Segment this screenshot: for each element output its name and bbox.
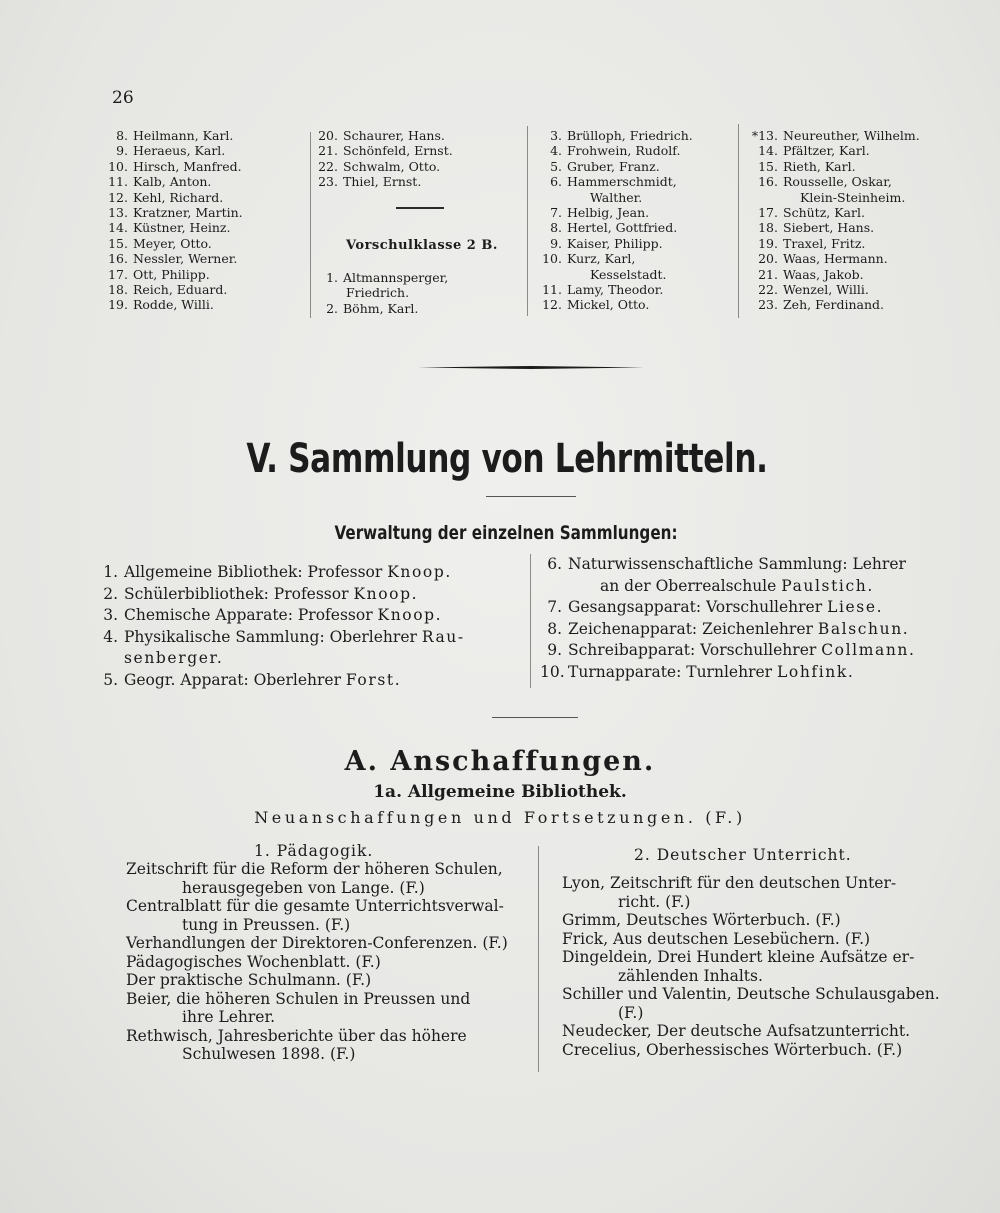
roster-number: 17.	[108, 266, 128, 282]
item-number: 8.	[547, 619, 562, 638]
roster-name: Ott, Philipp.	[133, 266, 210, 282]
book-entry-continuation: herausgegeben von Lange. (F.)	[182, 878, 425, 897]
roster-row	[748, 159, 968, 174]
book-entry-continuation: Schulwesen 1898. (F.)	[182, 1045, 356, 1063]
administration-item	[96, 670, 465, 692]
book-entry: Grimm, Deutsches Wörterbuch. (F.)	[562, 911, 841, 929]
roster-number: 9.	[550, 235, 562, 251]
person-name: Collmann.	[821, 641, 916, 659]
roster-row	[318, 301, 518, 316]
roster-row	[748, 282, 968, 297]
item-text: Gesangsapparat: Vorschullehrer	[568, 598, 828, 616]
roster-number: 9.	[116, 143, 128, 159]
administration-heading: Verwaltung der einzelnen Sammlungen:	[334, 522, 678, 544]
roster-name: Kurz, Karl,	[567, 251, 636, 267]
roster-number: 12.	[542, 297, 562, 313]
administration-item	[96, 584, 465, 606]
roster-name: Lamy, Theodor.	[567, 282, 664, 298]
roster-number: 11.	[542, 282, 562, 298]
roster-name: Zeh, Ferdinand.	[783, 297, 884, 313]
roster-continuation: Walther.	[590, 189, 643, 205]
roster-row	[104, 297, 304, 312]
roster-name: Reich, Eduard.	[133, 282, 228, 298]
roster-continuation: Friedrich.	[346, 285, 410, 301]
subject-heading-right: 2. Deutscher Unterricht.	[634, 846, 852, 864]
decorative-rule	[418, 366, 644, 369]
person-name: Lohfink.	[777, 662, 855, 681]
roster-name: Böhm, Karl.	[343, 300, 419, 316]
roster-name: Gruber, Franz.	[567, 158, 660, 174]
administration-item	[96, 627, 465, 649]
book-entry-continuation: (F.)	[618, 1003, 644, 1022]
roster-name: Heraeus, Karl.	[133, 143, 226, 159]
item-number: 3.	[103, 606, 118, 624]
roster-row	[538, 143, 738, 158]
roster-number: 3.	[550, 128, 562, 143]
roster-row	[748, 297, 968, 312]
roster-row	[748, 267, 968, 282]
roster-continuation: Kesselstadt.	[590, 266, 667, 282]
roster-row	[748, 205, 968, 220]
section-title: V. Sammlung von Lehrmitteln.	[246, 436, 768, 482]
roster-row	[104, 143, 304, 158]
roster-number: 11.	[108, 174, 128, 190]
roster-name: Brülloph, Friedrich.	[567, 128, 693, 143]
roster-row	[538, 282, 738, 297]
roster-row	[104, 251, 304, 266]
person-name: Liese.	[827, 598, 884, 616]
roster-row	[748, 143, 968, 158]
roster-number: 7.	[550, 205, 562, 221]
roster-number: 15.	[758, 158, 778, 174]
book-entry-continuation: richt. (F.)	[618, 892, 691, 911]
roster-name: Traxel, Fritz.	[783, 235, 866, 251]
roster-column-3	[538, 128, 738, 313]
roster-continuation: Klein-Steinheim.	[800, 189, 906, 205]
roster-number: 20.	[758, 251, 778, 267]
roster-row	[104, 159, 304, 174]
item-text: Allgemeine Bibliothek: Professor	[124, 563, 388, 581]
item-text: Naturwissenschaftliche Sammlung: Lehrer	[568, 555, 906, 573]
roster-row	[538, 297, 738, 312]
person-name: Rau-	[421, 627, 465, 646]
item-text: Schreibapparat: Vorschullehrer	[568, 641, 822, 659]
roster-number: 23.	[758, 297, 778, 313]
roster-name: Schwalm, Otto.	[343, 158, 441, 174]
person-name: Balschun.	[817, 619, 910, 638]
roster-row	[104, 190, 304, 205]
book-entry-continuation: tung in Preussen. (F.)	[182, 915, 351, 934]
roster-row	[538, 159, 738, 174]
roster-column-1	[104, 128, 304, 313]
roster-row	[538, 174, 738, 189]
roster-row	[318, 128, 518, 143]
roster-name: Mickel, Otto.	[567, 297, 650, 313]
roster-row	[538, 128, 738, 143]
acquisitions-heading: A. Anschaffungen.	[344, 746, 656, 777]
library-heading: 1a. Allgemeine Bibliothek.	[373, 782, 627, 802]
item-number: 5.	[103, 670, 118, 689]
column-divider	[738, 124, 739, 318]
roster-number: 19.	[108, 297, 128, 313]
roster-number: 2.	[326, 300, 338, 316]
item-text: Physikalische Sammlung: Oberlehrer	[124, 627, 422, 646]
roster-name: Rousselle, Oskar,	[783, 174, 892, 190]
roster-name: Schönfeld, Ernst.	[343, 143, 453, 159]
roster-number: 5.	[550, 158, 562, 174]
roster-name: Pfältzer, Karl.	[783, 143, 870, 159]
new-acquisitions-heading: Neuanschaffungen und Fortsetzungen. (F.)	[254, 808, 746, 827]
item-number: 4.	[103, 627, 118, 646]
person-name: Forst.	[345, 670, 402, 689]
column-divider	[530, 554, 531, 688]
roster-number: 8.	[116, 128, 128, 143]
administration-item	[540, 554, 916, 576]
administration-item	[540, 597, 916, 619]
roster-row	[104, 174, 304, 189]
book-entry: Neudecker, Der deutsche Aufsatzunterricht.	[562, 1022, 911, 1040]
column-divider	[538, 846, 539, 1072]
roster-number: 10.	[542, 251, 562, 267]
item-number: 6.	[547, 555, 562, 573]
person-name: Knoop.	[353, 584, 419, 603]
book-list-right	[562, 874, 940, 1059]
book-entry: Frick, Aus deutschen Lesebüchern. (F.)	[562, 929, 871, 948]
roster-row	[748, 174, 968, 189]
thin-rule	[486, 496, 576, 497]
roster-name: Helbig, Jean.	[567, 205, 650, 221]
administration-item	[540, 662, 916, 684]
administration-item	[96, 605, 465, 627]
item-number: 7.	[547, 598, 562, 616]
roster-name: Frohwein, Rudolf.	[567, 143, 681, 159]
item-number: 1.	[103, 563, 118, 581]
column-divider	[527, 126, 528, 316]
roster-row	[104, 205, 304, 220]
roster-number: 14.	[108, 220, 128, 236]
person-name: Knoop.	[387, 563, 452, 581]
roster-name: Nessler, Werner.	[133, 251, 238, 267]
person-name-continuation: senberger.	[124, 649, 224, 667]
roster-name: Kaiser, Philipp.	[567, 235, 663, 251]
book-entry: Der praktische Schulmann. (F.)	[126, 971, 372, 989]
person-name: Knoop.	[377, 606, 443, 624]
roster-row	[538, 251, 738, 266]
roster-number: 17.	[758, 205, 778, 221]
roster-name: Siebert, Hans.	[783, 220, 875, 236]
administration-list-right	[540, 554, 916, 683]
roster-name: Schütz, Karl.	[783, 205, 865, 221]
administration-item-continuation	[540, 576, 916, 598]
subject-heading-left: 1. Pädagogik.	[254, 842, 374, 860]
roster-row	[748, 128, 968, 143]
roster-name: Kratzner, Martin.	[133, 205, 243, 221]
item-text: Geogr. Apparat: Oberlehrer	[124, 670, 346, 689]
roster-number: 19.	[758, 235, 778, 251]
roster-column-2	[318, 128, 518, 190]
item-number: 10.	[540, 662, 565, 681]
roster-number: 21.	[758, 266, 778, 282]
thin-rule	[492, 717, 578, 718]
roster-number: 16.	[108, 251, 128, 267]
item-text: Chemische Apparate: Professor	[124, 606, 378, 624]
roster-row	[318, 174, 518, 189]
roster-row	[104, 267, 304, 282]
roster-name: Altmannsperger,	[343, 270, 449, 285]
roster-name: Hertel, Gottfried.	[567, 220, 678, 236]
administration-item	[540, 619, 916, 641]
roster-number: 16.	[758, 174, 778, 190]
roster-name: Waas, Hermann.	[783, 251, 888, 267]
book-entry: Rethwisch, Jahresberichte über das höhere	[126, 1026, 467, 1045]
roster-number: 22.	[758, 282, 778, 298]
roster-name: Küstner, Heinz.	[133, 220, 231, 236]
roster-name: Waas, Jakob.	[783, 266, 864, 282]
book-entry: Centralblatt für die gesamte Unterrichtsverwal-	[126, 897, 504, 915]
roster-number: 22.	[318, 158, 338, 174]
item-number: 2.	[103, 584, 118, 603]
roster-number: 15.	[108, 235, 128, 251]
roster-name: Thiel, Ernst.	[343, 174, 422, 190]
roster-row	[538, 220, 738, 235]
roster-name: Kehl, Richard.	[133, 189, 224, 205]
item-text: Schülerbibliothek: Professor	[124, 584, 354, 603]
roster-number: 18.	[758, 220, 778, 236]
roster-name: Heilmann, Karl.	[133, 128, 234, 143]
book-entry: Dingeldein, Drei Hundert kleine Aufsätze er-	[562, 948, 915, 966]
roster-row	[318, 143, 518, 158]
roster-column-2b	[318, 270, 518, 316]
roster-number: 6.	[550, 174, 562, 190]
item-text: an der Oberrealschule	[600, 576, 782, 595]
book-list-left	[126, 860, 508, 1064]
roster-row	[104, 128, 304, 143]
roster-name: Meyer, Otto.	[133, 235, 212, 251]
item-text: Zeichenapparat: Zeichenlehrer	[568, 619, 818, 638]
roster-number: 23.	[318, 174, 338, 190]
administration-item	[96, 562, 465, 584]
roster-name: Hammerschmidt,	[567, 174, 677, 190]
person-name: Paulstich.	[781, 576, 874, 595]
roster-row	[748, 236, 968, 251]
roster-name: Neureuther, Wilhelm.	[783, 128, 920, 143]
roster-number: 13.	[108, 205, 128, 221]
book-entry-continuation: ihre Lehrer.	[182, 1008, 276, 1026]
roster-number: 4.	[550, 143, 562, 159]
class-heading: Vorschulklasse 2 B.	[346, 238, 498, 253]
item-number: 9.	[547, 641, 562, 659]
roster-name: Kalb, Anton.	[133, 174, 212, 190]
roster-number: 14.	[758, 143, 778, 159]
item-text: Turnapparate: Turnlehrer	[568, 662, 777, 681]
short-rule	[396, 207, 444, 209]
roster-name: Wenzel, Willi.	[783, 282, 869, 298]
roster-number: 12.	[108, 189, 128, 205]
administration-list-left	[96, 562, 465, 691]
roster-row	[538, 205, 738, 220]
roster-number: 10.	[108, 158, 128, 174]
book-entry: Zeitschrift für die Reform der höheren Schulen,	[126, 860, 503, 878]
administration-item	[540, 640, 916, 662]
book-entry: Verhandlungen der Direktoren-Conferenzen. (F.)	[126, 934, 508, 952]
book-entry: Schiller und Valentin, Deutsche Schulausgaben.	[562, 985, 940, 1003]
book-entry: Pädagogisches Wochenblatt. (F.)	[126, 952, 381, 971]
book-entry: Beier, die höheren Schulen in Preussen und	[126, 989, 471, 1008]
roster-row	[748, 251, 968, 266]
roster-name: Rodde, Willi.	[133, 297, 214, 313]
roster-row	[318, 159, 518, 174]
roster-number: 21.	[318, 143, 338, 159]
roster-row	[104, 236, 304, 251]
roster-row	[104, 220, 304, 235]
book-entry-continuation: zählenden Inhalts.	[618, 966, 763, 985]
roster-row	[538, 236, 738, 251]
roster-row	[318, 270, 518, 285]
column-divider	[310, 132, 311, 318]
roster-number: 20.	[318, 128, 338, 143]
roster-name: Rieth, Karl.	[783, 158, 856, 174]
roster-number: *13.	[751, 128, 778, 143]
page-number: 26	[112, 88, 134, 108]
roster-row	[104, 282, 304, 297]
book-entry: Crecelius, Oberhessisches Wörterbuch. (F.)	[562, 1040, 903, 1059]
roster-name: Schaurer, Hans.	[343, 128, 445, 143]
roster-name: Hirsch, Manfred.	[133, 158, 242, 174]
roster-row	[748, 220, 968, 235]
roster-number: 8.	[550, 220, 562, 236]
book-entry: Lyon, Zeitschrift für den deutschen Unter-	[562, 874, 897, 892]
roster-number: 18.	[108, 282, 128, 298]
roster-column-4	[748, 128, 968, 313]
roster-number: 1.	[326, 270, 338, 285]
